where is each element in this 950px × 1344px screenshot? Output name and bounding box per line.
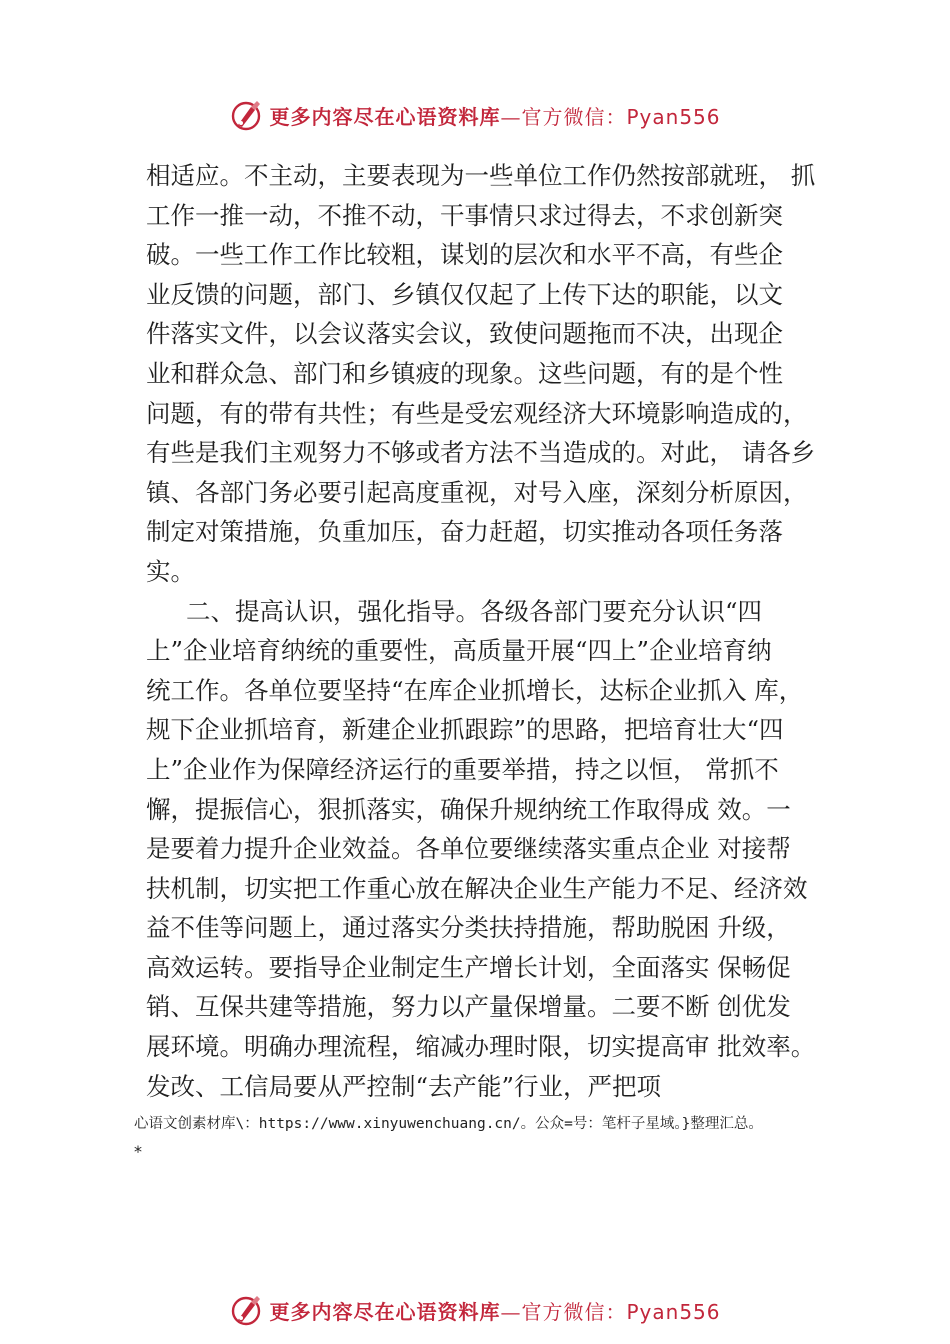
body-line: 扶机制，切实把工作重心放在解决企业生产能力不足、经济效 [146, 873, 808, 903]
body-line: 问题，有的带有共性；有些是受宏观经济大环境影响造成的， [146, 398, 808, 428]
body-line: 制定对策措施，负重加压，奋力赶超，切实推动各项任务落 [146, 517, 783, 547]
banner-handle: Pyan556 [626, 1299, 721, 1324]
body-line: 发改、工信局要从严控制“去产能”行业，严把项 [146, 1071, 662, 1101]
asterisk-mark: * [134, 1142, 142, 1161]
body-line: 镇、各部门务必要引起高度重视，对号入座，深刻分析原因， [146, 477, 808, 507]
body-line: 工作一推一动，不推不动，干事情只求过得去，不求创新突 [146, 200, 783, 230]
banner-handle: Pyan556 [626, 104, 721, 129]
body-line: 业和群众急、部门和乡镇疲的现象。这些问题，有的是个性 [146, 358, 783, 388]
banner-separator: — [500, 1299, 522, 1324]
banner-brand: 更多内容尽在心语资料库 [269, 104, 501, 129]
document-body [146, 156, 816, 1106]
body-line: 实。 [146, 556, 195, 586]
body-line: 统工作。各单位要坚持“在库企业抓增长，达标企业抓入 库， [146, 675, 804, 705]
banner-text [269, 101, 720, 130]
banner-text [269, 1296, 720, 1325]
pen-nib-logo-icon [229, 1293, 263, 1327]
pen-nib-logo-icon [229, 98, 263, 132]
banner-brand: 更多内容尽在心语资料库 [269, 1299, 501, 1324]
body-line: 销、互保共建等措施，努力以产量保增量。二要不断 创优发 [146, 992, 791, 1022]
body-line: 上”企业培育纳统的重要性，高质量开展“四上”企业培育纳 [146, 636, 772, 666]
banner-label: 官方微信： [521, 104, 627, 129]
body-line: 展环境。明确办理流程，缩减办理时限，切实提高审 批效率。 [146, 1032, 816, 1062]
body-line: 益不佳等问题上，通过落实分类扶持措施，帮助脱困 升级， [146, 913, 791, 943]
body-line: 破。一些工作工作比较粗，谋划的层次和水平不高，有些企 [146, 240, 783, 270]
header-banner [0, 93, 950, 137]
footer-banner [0, 1288, 950, 1332]
body-line: 业反馈的问题，部门、乡镇仅仅起了上传下达的职能，以文 [146, 279, 783, 309]
banner-label: 官方微信： [521, 1299, 627, 1324]
body-line: 懈，提振信心，狠抓落实，确保升规纳统工作取得成 效。一 [146, 794, 791, 824]
body-line: 规下企业抓培育，新建企业抓跟踪”的思路，把培育壮大“四 [146, 715, 784, 745]
body-line: 件落实文件，以会议落实会议，致使问题拖而不决，出现企 [146, 319, 783, 349]
body-line: 高效运转。要指导企业制定生产增长计划，全面落实 保畅促 [146, 952, 791, 982]
source-note: 心语文创素材库\：https://www.xinyuwenchuang.cn/。公众=号：笔杆子星域。}整理汇总。 [134, 1116, 763, 1132]
body-line: 有些是我们主观努力不够或者方法不当造成的。对此， 请各乡 [146, 438, 816, 468]
banner-separator: — [500, 104, 522, 129]
section-heading-line: 二、提高认识，强化指导。各级各部门要充分认识“四 [186, 596, 763, 626]
body-line: 相适应。不主动，主要表现为一些单位工作仍然按部就班， 抓 [146, 161, 816, 190]
body-line: 是要着力提升企业效益。各单位要继续落实重点企业 对接帮 [146, 834, 791, 864]
body-line: 上”企业作为保障经济运行的重要举措，持之以恒， 常抓不 [146, 754, 779, 784]
